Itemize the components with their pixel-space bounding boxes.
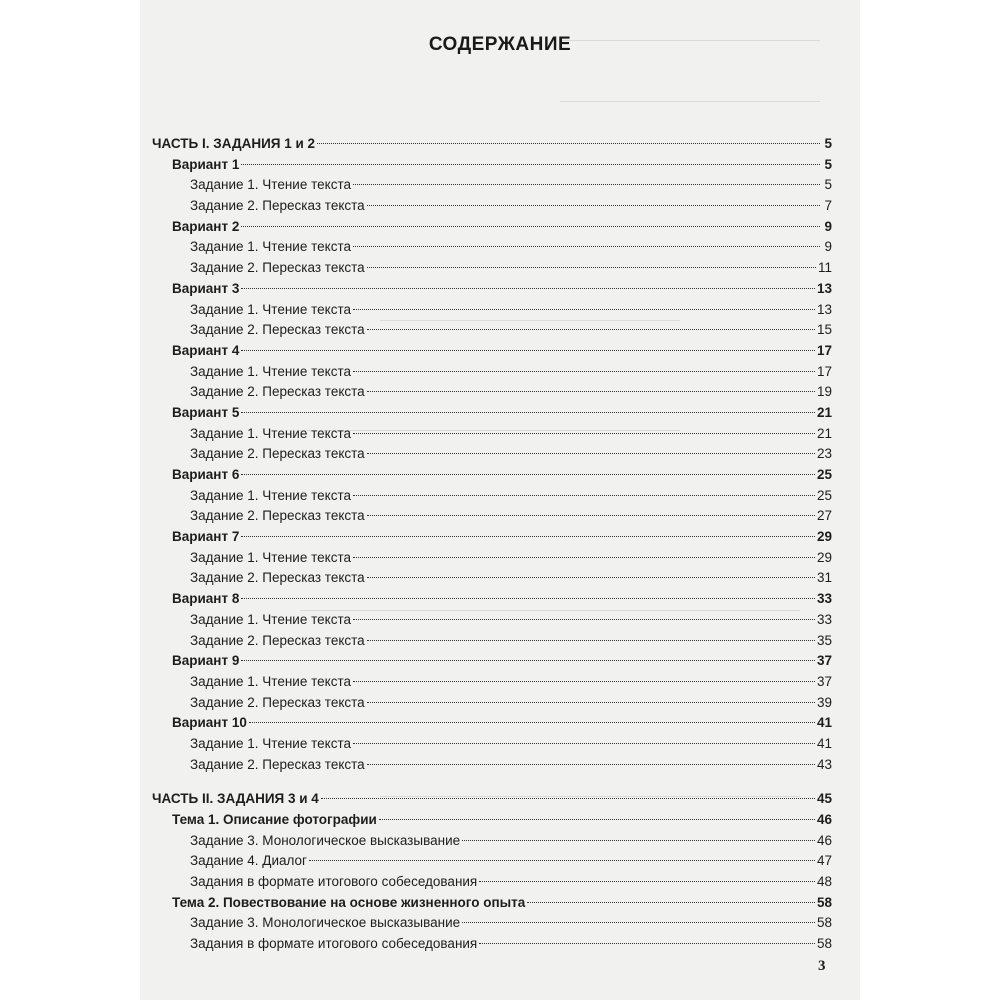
toc-label: Вариант 10 <box>172 715 247 731</box>
toc-page-number: 13 <box>816 280 832 296</box>
toc-page-number: 5 <box>824 177 832 193</box>
toc-variant[interactable] <box>152 713 832 734</box>
toc-page-number: 33 <box>816 611 832 627</box>
dot-leader <box>367 640 815 641</box>
toc-page-number: 5 <box>824 136 832 151</box>
toc-topic[interactable] <box>152 893 832 914</box>
toc-task[interactable] <box>152 424 832 445</box>
toc-page-number: 37 <box>816 653 832 669</box>
toc-task[interactable] <box>152 851 832 872</box>
toc-variant[interactable] <box>152 465 832 486</box>
toc-page-number: 21 <box>816 404 832 420</box>
toc-task[interactable] <box>152 610 832 631</box>
toc-label: Вариант 2 <box>172 218 240 234</box>
toc-page-number: 46 <box>816 832 832 848</box>
toc-part-2[interactable] <box>152 789 832 810</box>
toc-label: Вариант 5 <box>172 404 240 420</box>
dot-leader <box>321 798 815 799</box>
toc-task[interactable] <box>152 196 832 217</box>
dot-leader <box>353 433 815 434</box>
toc-page-number: 58 <box>816 915 832 931</box>
dot-leader <box>241 350 815 351</box>
page-title: СОДЕРЖАНИЕ <box>428 34 572 55</box>
dot-leader <box>367 453 815 454</box>
toc-label: Задание 3. Монологическое высказывание <box>190 915 461 931</box>
dot-leader <box>241 412 815 413</box>
dot-leader <box>367 391 815 392</box>
toc-page-number: 41 <box>816 735 832 751</box>
toc-page-number: 7 <box>824 198 832 214</box>
toc-variant[interactable] <box>152 527 832 548</box>
dot-leader <box>241 164 820 165</box>
toc-page-number: 27 <box>816 508 832 524</box>
toc-task[interactable] <box>152 755 832 776</box>
toc-task[interactable] <box>152 362 832 383</box>
toc-label: Задание 1. Чтение текста <box>190 611 351 627</box>
toc-topic[interactable] <box>152 810 832 831</box>
toc-page-number: 9 <box>824 239 832 255</box>
dot-leader <box>241 598 815 599</box>
toc-variant[interactable] <box>152 217 832 238</box>
toc-label: Задание 1. Чтение текста <box>190 425 351 441</box>
toc-page-number: 25 <box>816 467 832 482</box>
dot-leader <box>353 371 815 372</box>
toc-label: Задание 2. Пересказ текста <box>190 694 365 710</box>
toc-variant[interactable] <box>152 403 832 424</box>
toc-task[interactable] <box>152 237 832 258</box>
toc-task[interactable] <box>152 548 832 569</box>
dot-leader <box>353 557 815 558</box>
toc-label: Задание 2. Пересказ текста <box>190 384 365 400</box>
toc-label: ЧАСТЬ I. ЗАДАНИЯ 1 и 2 <box>152 136 316 151</box>
dot-leader <box>353 309 815 310</box>
toc-label: Задание 2. Пересказ текста <box>190 570 365 586</box>
toc-page-number: 21 <box>816 425 832 441</box>
dot-leader <box>241 474 815 475</box>
dot-leader <box>353 495 815 496</box>
toc-label: Задания в формате итогового собеседования <box>190 874 478 890</box>
toc-part-1[interactable] <box>152 134 832 155</box>
toc-variant[interactable] <box>152 341 832 362</box>
dot-leader <box>367 329 815 330</box>
toc-label: ЧАСТЬ II. ЗАДАНИЯ 3 и 4 <box>152 791 319 807</box>
toc-page-number: 37 <box>816 673 832 689</box>
toc-variant[interactable] <box>152 589 832 610</box>
dot-leader <box>479 881 815 882</box>
toc-page-number: 29 <box>816 549 832 565</box>
toc-task[interactable] <box>152 300 832 321</box>
toc-page-number: 17 <box>816 363 832 379</box>
toc-label: Задание 1. Чтение текста <box>190 239 351 255</box>
dot-leader <box>367 577 815 578</box>
dot-leader <box>317 143 820 144</box>
toc-label: Тема 2. Повествование на основе жизненного опыта <box>172 894 526 910</box>
toc-task[interactable] <box>152 258 832 279</box>
dot-leader <box>379 819 815 820</box>
toc-page-number: 5 <box>824 156 832 172</box>
toc-page-number: 23 <box>816 446 832 462</box>
toc-task[interactable] <box>152 568 832 589</box>
dot-leader <box>462 840 815 841</box>
toc-label: Задание 3. Монологическое высказывание <box>190 832 461 848</box>
toc-page-number: 46 <box>816 812 832 827</box>
dot-leader <box>309 860 815 861</box>
toc-task[interactable] <box>152 913 832 934</box>
toc-page-number: 33 <box>816 591 832 607</box>
toc-task[interactable] <box>152 831 832 852</box>
toc-task[interactable] <box>152 175 832 196</box>
toc-variant[interactable] <box>152 279 832 300</box>
dot-leader <box>353 743 815 744</box>
toc-page-number: 11 <box>817 260 832 276</box>
toc-label: Задание 1. Чтение текста <box>190 363 351 379</box>
dot-leader <box>367 764 815 765</box>
toc-label: Вариант 1 <box>172 156 240 172</box>
table-of-contents <box>152 134 832 955</box>
toc-label: Задание 1. Чтение текста <box>190 177 351 193</box>
toc-variant[interactable] <box>152 155 832 176</box>
dot-leader <box>241 536 815 537</box>
toc-page-number: 48 <box>816 874 832 890</box>
dot-leader <box>353 184 820 185</box>
toc-page-number: 15 <box>816 322 832 338</box>
toc-label: Тема 1. Описание фотографии <box>172 812 377 827</box>
toc-task[interactable] <box>152 506 832 527</box>
dot-leader <box>367 515 815 516</box>
page-number: 3 <box>818 958 826 974</box>
toc-label: Задание 2. Пересказ текста <box>190 508 365 524</box>
toc-label: Задание 1. Чтение текста <box>190 735 351 751</box>
dot-leader <box>241 226 820 227</box>
toc-task[interactable] <box>152 382 832 403</box>
dot-leader <box>241 288 815 289</box>
toc-task[interactable] <box>152 872 832 893</box>
toc-label: Вариант 4 <box>172 342 240 358</box>
toc-task[interactable] <box>152 320 832 341</box>
toc-label: Вариант 9 <box>172 653 240 669</box>
toc-page-number: 47 <box>816 853 832 869</box>
toc-task[interactable] <box>152 672 832 693</box>
toc-page-number: 58 <box>816 936 832 952</box>
toc-label: Задание 2. Пересказ текста <box>190 322 365 338</box>
toc-page-number: 43 <box>816 756 832 772</box>
toc-label: Задания в формате итогового собеседования <box>190 936 478 952</box>
toc-page-number: 29 <box>816 529 832 545</box>
dot-leader <box>353 246 820 247</box>
toc-task[interactable] <box>152 693 832 714</box>
toc-label: Задание 1. Чтение текста <box>190 549 351 565</box>
toc-page-number: 45 <box>816 791 832 807</box>
toc-label: Вариант 6 <box>172 467 240 482</box>
toc-label: Задание 2. Пересказ текста <box>190 260 365 276</box>
toc-page-number: 35 <box>816 632 832 648</box>
toc-label: Вариант 8 <box>172 591 240 607</box>
toc-page-number: 17 <box>816 342 832 358</box>
toc-task[interactable] <box>152 631 832 652</box>
toc-label: Задание 1. Чтение текста <box>190 487 351 503</box>
toc-label: Задание 2. Пересказ текста <box>190 632 365 648</box>
toc-variant[interactable] <box>152 651 832 672</box>
toc-page-number: 58 <box>816 894 832 910</box>
dot-leader <box>367 702 815 703</box>
dot-leader <box>367 205 820 206</box>
toc-page-number: 9 <box>824 218 832 234</box>
dot-leader <box>241 660 815 661</box>
dot-leader <box>527 902 815 903</box>
dot-leader <box>462 922 815 923</box>
toc-label: Задание 1. Чтение текста <box>190 673 351 689</box>
toc-page-number: 25 <box>816 487 832 503</box>
toc-label: Вариант 7 <box>172 529 240 545</box>
dot-leader <box>479 943 815 944</box>
toc-page-number: 19 <box>816 384 832 400</box>
toc-page-number: 13 <box>816 301 832 317</box>
toc-label: Задание 2. Пересказ текста <box>190 446 365 462</box>
toc-page-number: 31 <box>816 570 832 586</box>
dot-leader <box>353 619 815 620</box>
dot-leader <box>367 267 816 268</box>
toc-task[interactable] <box>152 934 832 955</box>
dot-leader <box>249 722 815 723</box>
dot-leader <box>353 681 815 682</box>
toc-task[interactable] <box>152 734 832 755</box>
toc-label: Задание 2. Пересказ текста <box>190 756 365 772</box>
toc-label: Вариант 3 <box>172 280 240 296</box>
toc-task[interactable] <box>152 444 832 465</box>
toc-page-number: 39 <box>816 694 832 710</box>
toc-page-number: 41 <box>816 715 832 731</box>
toc-label: Задание 1. Чтение текста <box>190 301 351 317</box>
toc-label: Задание 2. Пересказ текста <box>190 198 365 214</box>
section-gap <box>152 775 832 789</box>
toc-label: Задание 4. Диалог <box>190 853 307 869</box>
toc-task[interactable] <box>152 486 832 507</box>
